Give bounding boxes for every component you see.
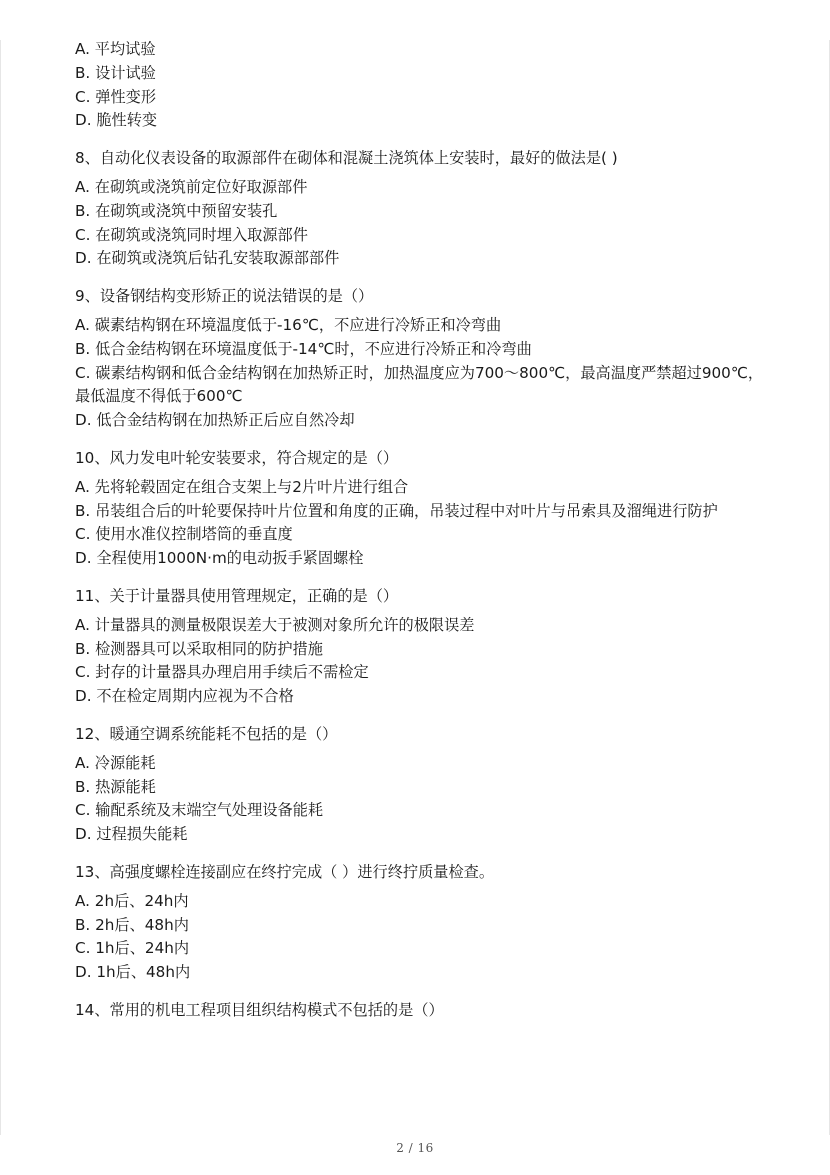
page-number: 2 / 16	[396, 1141, 434, 1155]
option-line: A. 先将轮毂固定在组合支架上与2片叶片进行组合	[75, 477, 409, 496]
question-13	[75, 861, 765, 985]
question-stem: 11、关于计量器具使用管理规定，正确的是（）	[75, 586, 399, 605]
option-line: B. 热源能耗	[75, 777, 156, 796]
option-line: B. 设计试验	[75, 63, 156, 82]
question-stem: 9、设备钢结构变形矫正的说法错误的是（）	[75, 287, 374, 306]
option-line: C. 封存的计量器具办理启用手续后不需检定	[75, 663, 369, 682]
option-line: B. 在砌筑或浇筑中预留安装孔	[75, 201, 278, 220]
option-line: C. 1h后、24h内	[75, 939, 190, 958]
option-line: D. 脆性转变	[75, 111, 158, 130]
question-stem: 12、暖通空调系统能耗不包括的是（）	[75, 724, 338, 743]
question-stem: 8、自动化仪表设备的取源部件在砌体和混凝土浇筑体上安装时，最好的做法是( )	[75, 149, 618, 168]
option-line: D. 过程损失能耗	[75, 825, 188, 844]
option-line: C. 输配系统及末端空气处理设备能耗	[75, 801, 324, 820]
option-line: D. 全程使用1000N·m的电动扳手紧固螺栓	[75, 549, 364, 568]
document-body	[75, 38, 765, 1028]
question-stem: 10、风力发电叶轮安装要求，符合规定的是（）	[75, 448, 399, 467]
option-line: B. 2h后、48h内	[75, 915, 189, 934]
question-8	[75, 147, 765, 271]
option-line: D. 在砌筑或浇筑后钻孔安装取源部部件	[75, 249, 340, 268]
option-line: A. 平均试验	[75, 40, 156, 58]
option-line: A. 2h后、24h内	[75, 891, 189, 910]
option-line: C. 在砌筑或浇筑同时埋入取源部件	[75, 225, 308, 244]
question-9	[75, 285, 765, 433]
option-line: D. 低合金结构钢在加热矫正后应自然冷却	[75, 411, 355, 430]
question-11	[75, 585, 765, 709]
question-stem: 13、高强度螺栓连接副应在终拧完成（ ）进行终拧质量检查。	[75, 862, 495, 881]
question-stem: 14、常用的机电工程项目组织结构模式不包括的是（）	[75, 1000, 444, 1019]
option-line: B. 吊装组合后的叶轮要保持叶片位置和角度的正确，吊装过程中对叶片与吊索具及溜绳进行防护	[75, 501, 718, 520]
option-line: A. 计量器具的测量极限误差大于被测对象所允许的极限误差	[75, 615, 475, 634]
question-14	[75, 999, 765, 1023]
question-10	[75, 447, 765, 571]
option-line: A. 碳素结构钢在环境温度低于-16℃，不应进行冷矫正和冷弯曲	[75, 315, 502, 334]
option-line: C. 使用水准仪控制塔筒的垂直度	[75, 525, 293, 544]
option-line: A. 冷源能耗	[75, 753, 156, 772]
option-line: D. 1h后、48h内	[75, 963, 191, 982]
option-line: C. 弹性变形	[75, 87, 157, 106]
option-line: B. 低合金结构钢在环境温度低于-14℃时，不应进行冷矫正和冷弯曲	[75, 339, 532, 358]
option-line: D. 不在检定周期内应视为不合格	[75, 687, 294, 706]
option-line: C. 碳素结构钢和低合金结构钢在加热矫正时，加热温度应为700～800℃，最高温度严禁超过900℃，最低温度不得低于600℃	[75, 363, 764, 406]
question-12	[75, 723, 765, 847]
option-line: B. 检测器具可以采取相同的防护措施	[75, 639, 323, 658]
option-line: A. 在砌筑或浇筑前定位好取源部件	[75, 177, 308, 196]
previous-question-options	[75, 38, 765, 133]
